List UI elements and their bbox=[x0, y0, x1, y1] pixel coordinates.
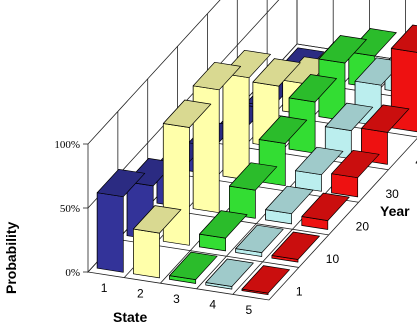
bar-front bbox=[97, 193, 123, 273]
year-tick-label: 20 bbox=[355, 219, 370, 234]
state-tick-label: 5 bbox=[245, 303, 253, 318]
bar-top bbox=[206, 259, 254, 287]
state-tick-label: 3 bbox=[173, 292, 180, 306]
state-axis-title: State bbox=[113, 309, 148, 324]
state-tick-label: 2 bbox=[136, 286, 144, 301]
bar bbox=[332, 150, 380, 197]
bar-top bbox=[391, 25, 417, 52]
bar-front bbox=[133, 229, 159, 278]
bar-top bbox=[200, 211, 248, 239]
bar-top bbox=[272, 232, 320, 260]
bar-top bbox=[242, 266, 290, 294]
probability-tick-label: 100% bbox=[54, 139, 80, 151]
probability-tick-label: 50% bbox=[59, 203, 80, 215]
state-tick-label: 4 bbox=[209, 297, 217, 312]
bar-top bbox=[266, 186, 314, 214]
bar bbox=[242, 266, 290, 295]
bar-front bbox=[163, 124, 189, 246]
year-tick-label: 10 bbox=[325, 252, 340, 267]
bars bbox=[97, 0, 417, 295]
year-axis-title: Year bbox=[380, 203, 410, 219]
bar bbox=[272, 232, 320, 262]
bar bbox=[302, 193, 350, 229]
state-tick-label: 1 bbox=[100, 280, 108, 295]
bar-front bbox=[223, 74, 249, 180]
side-wall-gridline bbox=[297, 0, 417, 8]
year-tick-label: 30 bbox=[385, 187, 399, 201]
bar-top bbox=[302, 193, 350, 221]
probability-axis-title: Probability bbox=[3, 221, 19, 294]
year-tick-label: 1 bbox=[295, 284, 303, 299]
probability-tick-label: 0% bbox=[65, 267, 80, 279]
